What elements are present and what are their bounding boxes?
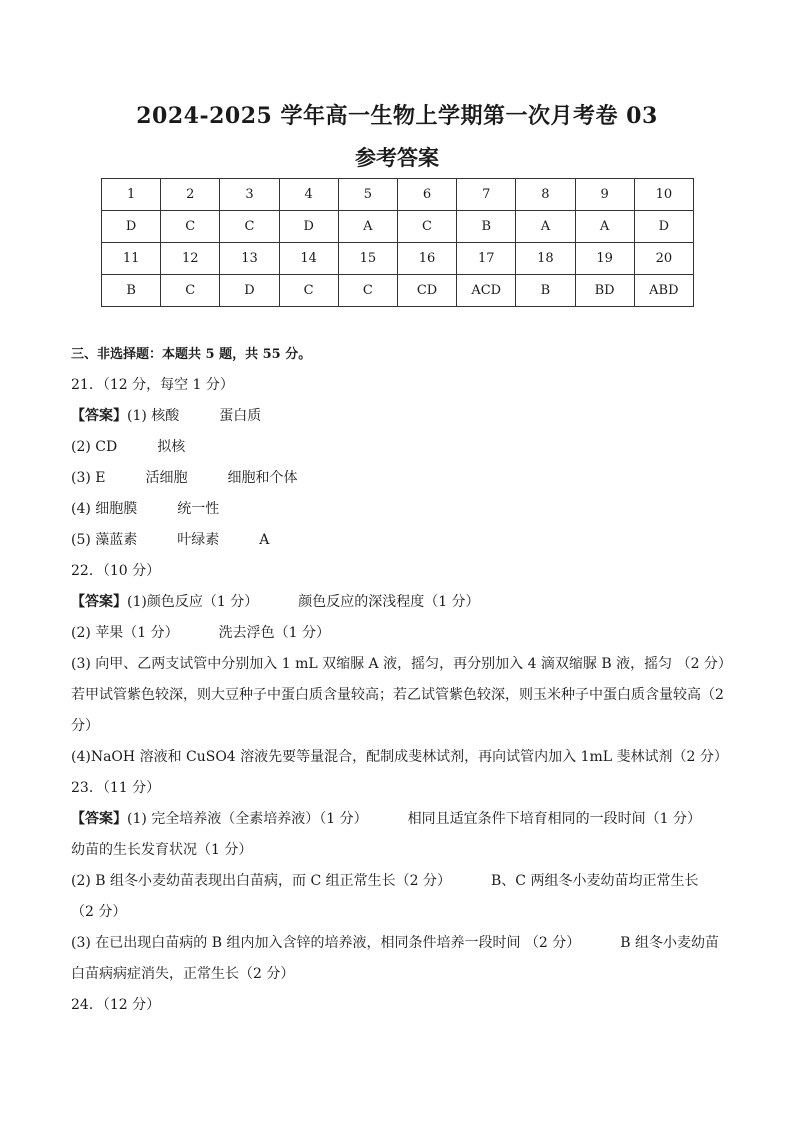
q22-header: 22．（10 分） — [71, 563, 161, 579]
answer-cell: C — [338, 275, 397, 307]
q22-line-2: (2) 苹果（1 分） 洗去浮色（1 分） — [71, 625, 330, 641]
answer-row — [102, 211, 694, 243]
answer-content — [71, 339, 732, 1021]
answer-cell: B — [102, 275, 161, 307]
question-number-cell: 6 — [397, 179, 456, 211]
question-number-row — [102, 243, 694, 275]
answer-label: 【答案】 — [71, 408, 127, 424]
q21-line-2: (2) CD 拟核 — [71, 439, 186, 455]
q21-line-4: (4) 细胞膜 统一性 — [71, 501, 220, 517]
answer-cell: C — [161, 275, 220, 307]
answer-cell: B — [516, 275, 575, 307]
question-number-cell: 5 — [338, 179, 397, 211]
question-number-cell: 1 — [102, 179, 161, 211]
question-number-cell: 14 — [279, 243, 338, 275]
question-number-cell: 18 — [516, 243, 575, 275]
answer-cell: C — [220, 211, 279, 243]
answer-cell: D — [634, 211, 693, 243]
question-number-cell: 17 — [457, 243, 516, 275]
q21-line-1: 【答案】(1) 核酸 蛋白质 — [71, 408, 262, 424]
section-heading: 三、非选择题：本题共 5 题，共 55 分。 — [71, 347, 312, 362]
question-number-cell: 10 — [634, 179, 693, 211]
q22-line-4: 若甲试管紫色较深，则大豆种子中蛋白质含量较高；若乙试管紫色较深，则玉米种子中蛋白质含量较高（2 — [71, 687, 724, 703]
question-number-cell: 16 — [397, 243, 456, 275]
q24-header: 24．（12 分） — [71, 997, 161, 1013]
q22-line-3: (3) 向甲、乙两支试管中分别加入 1 mL 双缩脲 A 液，摇匀，再分别加入 4 滴双缩脲 B 液，摇匀 （2 分） — [71, 656, 732, 672]
answer-cell: A — [575, 211, 634, 243]
answer-cell: ACD — [457, 275, 516, 307]
q21-line-3: (3) E 活细胞 细胞和个体 — [71, 470, 298, 486]
question-number-cell: 8 — [516, 179, 575, 211]
q23-line-5: (3) 在已出现白苗病的 B 组内加入含锌的培养液，相同条件培养一段时间 （2 分） B 组冬小麦幼苗 — [71, 935, 720, 951]
answer-cell: C — [397, 211, 456, 243]
question-number-cell: 3 — [220, 179, 279, 211]
answer-cell: CD — [397, 275, 456, 307]
answer-cell: BD — [575, 275, 634, 307]
question-number-cell: 19 — [575, 243, 634, 275]
question-number-cell: 20 — [634, 243, 693, 275]
q22-line-1: 【答案】(1)颜色反应（1 分） 颜色反应的深浅程度（1 分） — [71, 594, 480, 610]
q21-line-5: (5) 藻蓝素 叶绿素 A — [71, 532, 270, 548]
answer-cell: A — [338, 211, 397, 243]
answer-cell: D — [220, 275, 279, 307]
answer-cell: B — [457, 211, 516, 243]
question-number-row — [102, 179, 694, 211]
q23-header: 23．（11 分） — [71, 780, 161, 796]
page-title: 2024-2025 学年高一生物上学期第一次月考卷 03 — [136, 103, 658, 129]
question-number-cell: 15 — [338, 243, 397, 275]
answer-label: 【答案】 — [71, 594, 127, 610]
question-number-cell: 4 — [279, 179, 338, 211]
q23-line-1: 【答案】(1) 完全培养液（全素培养液）（1 分） 相同且适宜条件下培育相同的一段时间（1 分） — [71, 811, 701, 827]
answer-cell: C — [279, 275, 338, 307]
answer-row — [102, 275, 694, 307]
answer-key-table — [101, 178, 694, 307]
answer-cell: ABD — [634, 275, 693, 307]
answer-cell: D — [279, 211, 338, 243]
question-number-cell: 12 — [161, 243, 220, 275]
answer-cell: D — [102, 211, 161, 243]
q23-line-2: 幼苗的生长发育状况（1 分） — [71, 842, 253, 858]
answer-label: 【答案】 — [71, 811, 127, 827]
question-number-cell: 11 — [102, 243, 161, 275]
q23-line-3: (2) B 组冬小麦幼苗表现出白苗病，而 C 组正常生长（2 分） B、C 两组冬小麦幼苗均正常生长 — [71, 873, 699, 889]
question-number-cell: 9 — [575, 179, 634, 211]
q22-line-5: 分） — [71, 718, 99, 734]
question-number-cell: 7 — [457, 179, 516, 211]
q23-line-4: （2 分） — [71, 904, 127, 920]
q23-line-6: 白苗病病症消失，正常生长（2 分） — [71, 966, 295, 982]
question-number-cell: 2 — [161, 179, 220, 211]
answer-cell: C — [161, 211, 220, 243]
answer-cell: A — [516, 211, 575, 243]
q21-header: 21．（12 分，每空 1 分） — [71, 377, 234, 393]
q22-line-6: (4)NaOH 溶液和 CuSO4 溶液先要等量混合，配制成斐林试剂，再向试管内加入 1mL 斐林试剂（2 分） — [71, 749, 728, 765]
page-subtitle: 参考答案 — [355, 145, 439, 170]
question-number-cell: 13 — [220, 243, 279, 275]
